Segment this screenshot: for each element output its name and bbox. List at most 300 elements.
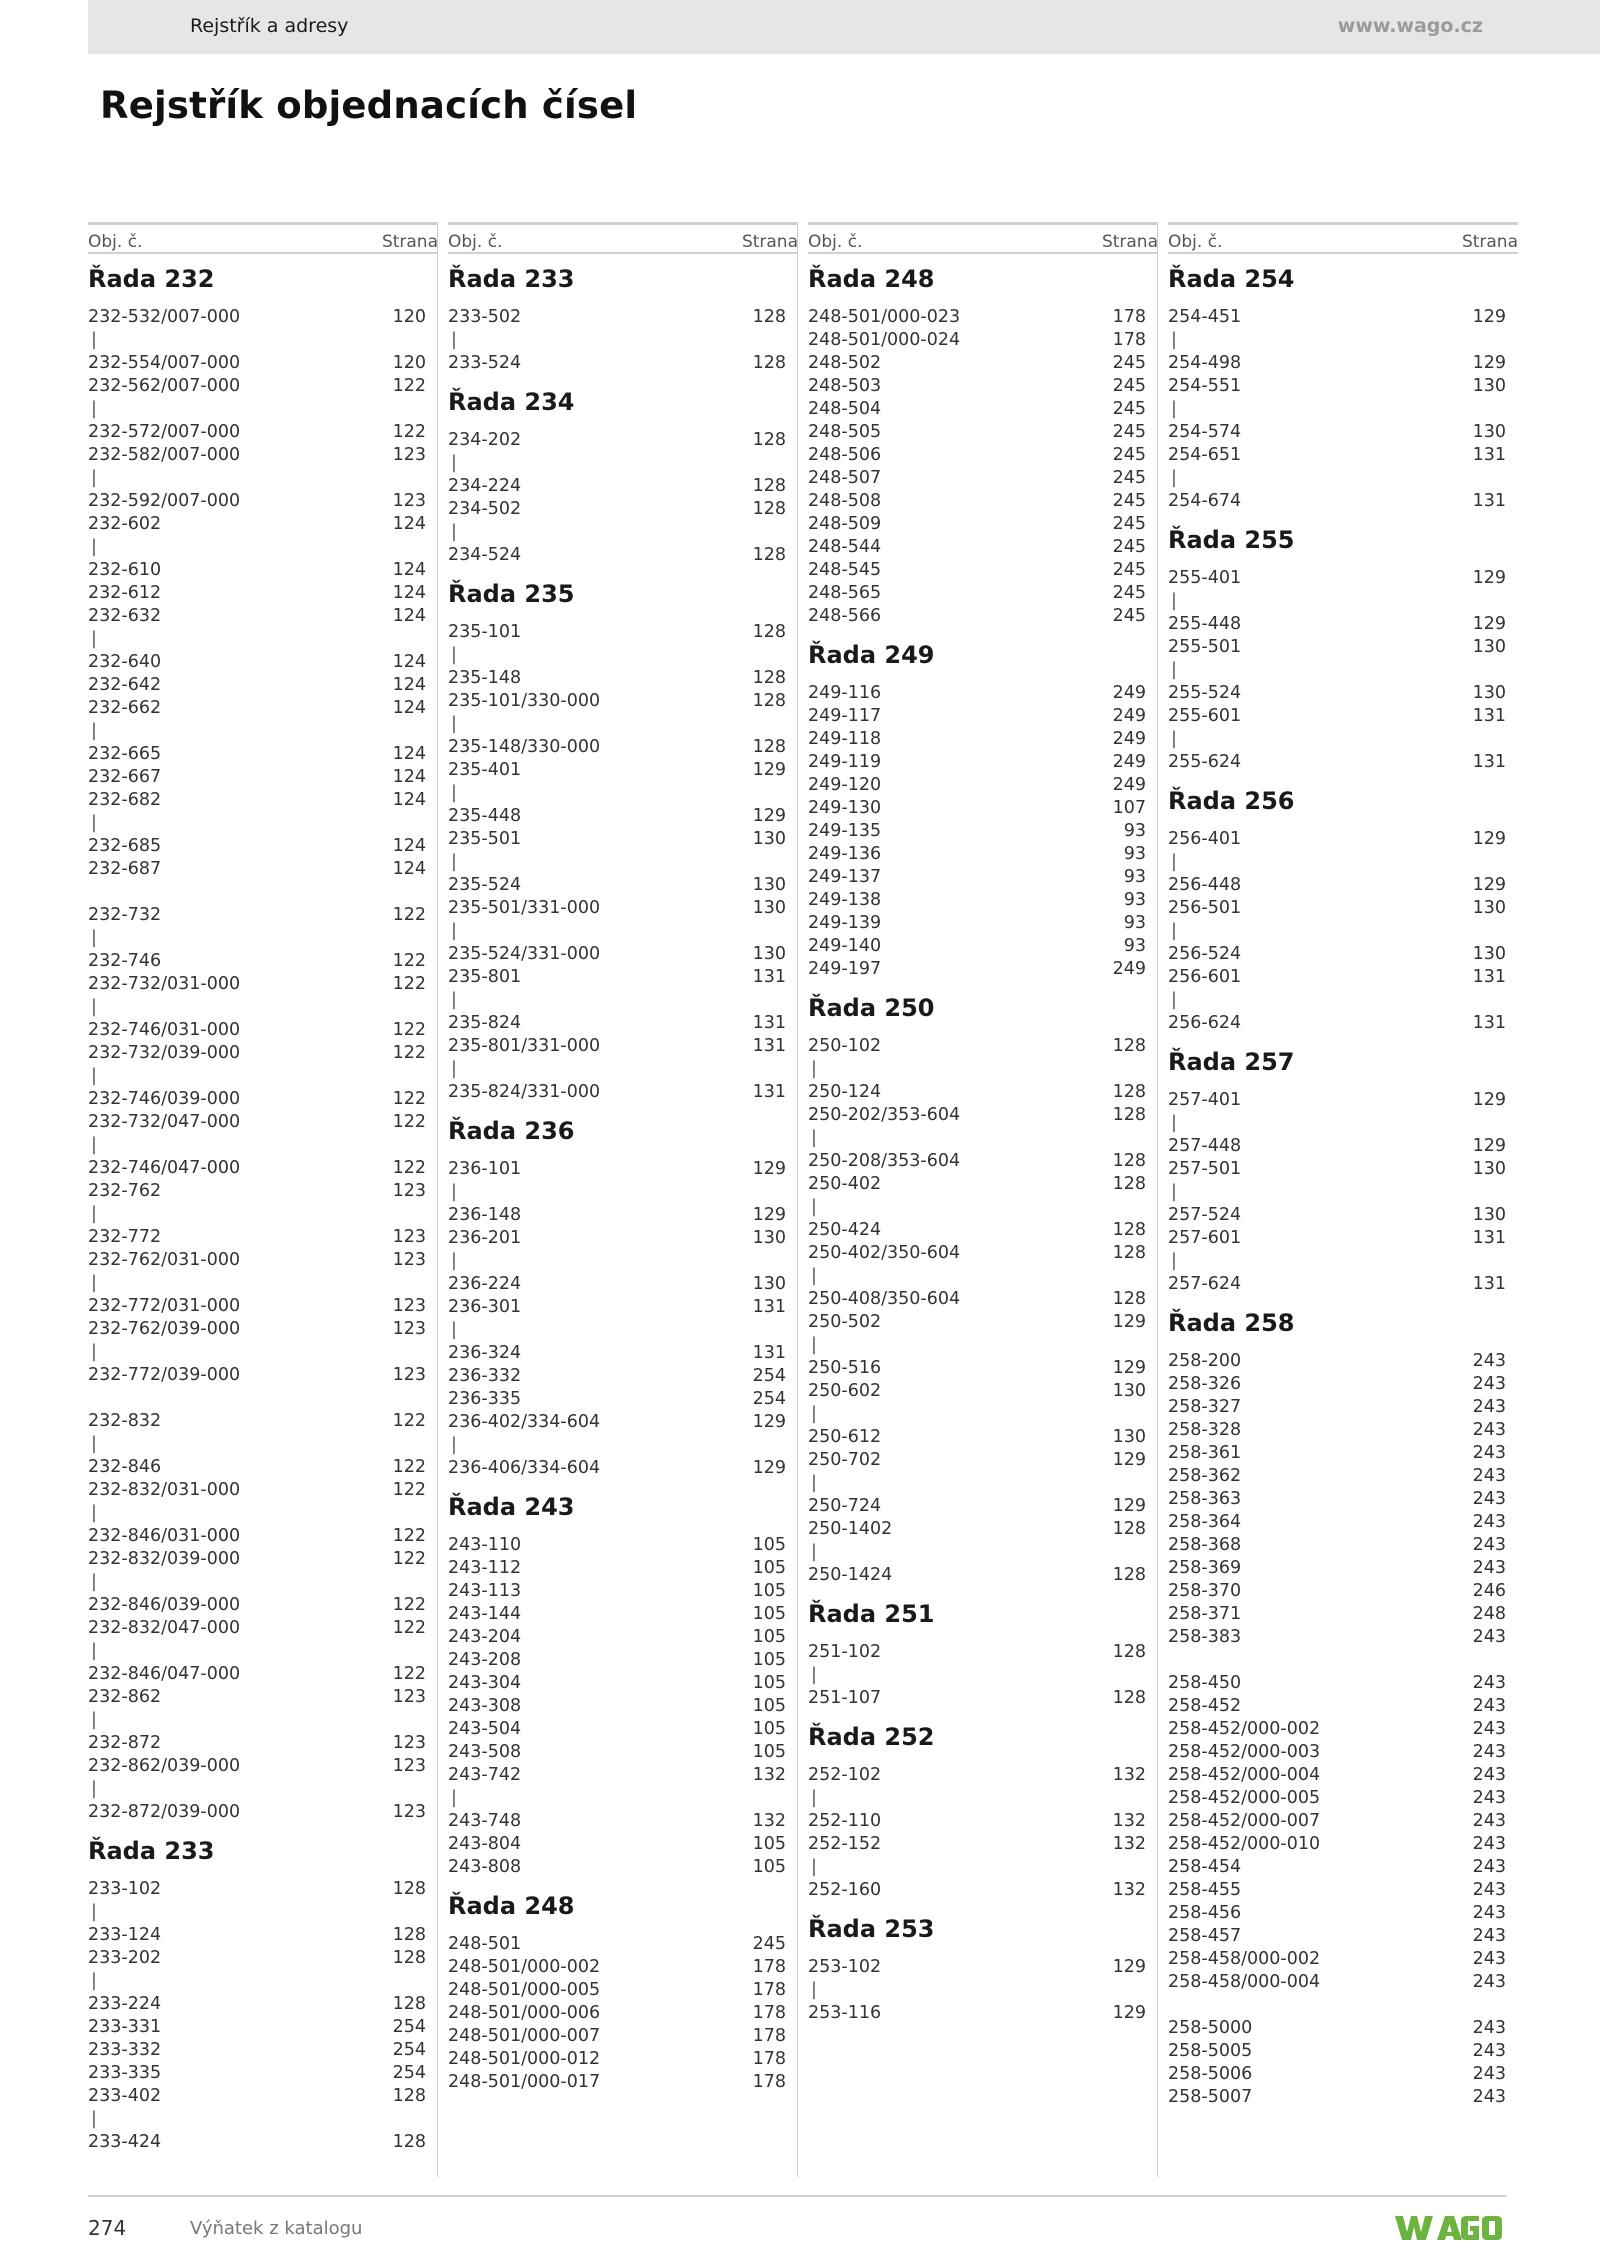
page-reference: 105	[752, 1535, 786, 1555]
index-row	[1168, 1442, 1518, 1465]
page-reference: 93	[1123, 890, 1146, 910]
order-number: 234-224	[448, 476, 522, 496]
order-number: |	[811, 1197, 817, 1217]
order-number: 232-772/039-000	[88, 1365, 241, 1385]
order-number: 232-665	[88, 744, 162, 764]
order-number: |	[451, 852, 457, 872]
range-separator	[88, 2108, 438, 2131]
range-separator	[448, 521, 798, 544]
page-reference: 178	[752, 1957, 786, 1977]
order-number: 232-610	[88, 560, 162, 580]
index-row	[88, 2131, 438, 2154]
order-number: |	[811, 1335, 817, 1355]
order-number: 250-502	[808, 1312, 882, 1332]
page-reference: 128	[392, 1948, 426, 1968]
order-number: |	[1171, 921, 1177, 941]
header-bar	[88, 0, 1600, 54]
order-number: 248-501/000-006	[448, 2003, 601, 2023]
index-row	[88, 2062, 438, 2085]
page-reference: 128	[1112, 1105, 1146, 1125]
index-row	[1168, 1856, 1518, 1879]
index-row	[448, 1204, 798, 1227]
order-number: 250-402	[808, 1174, 882, 1194]
order-number: 235-524	[448, 875, 522, 895]
page-reference: 243	[1472, 1696, 1506, 1716]
index-row	[88, 1226, 438, 1249]
order-number: 257-401	[1168, 1090, 1242, 1110]
series-heading: Řada 250	[808, 994, 935, 1022]
index-row	[448, 498, 798, 521]
order-number: 258-5005	[1168, 2041, 1253, 2061]
order-number: 233-124	[88, 1925, 162, 1945]
order-number: 235-501	[448, 829, 522, 849]
page-reference: 107	[1112, 798, 1146, 818]
index-row	[448, 2025, 798, 2048]
page-reference: 105	[752, 1581, 786, 1601]
order-number: 248-508	[808, 491, 882, 511]
order-number: 243-504	[448, 1719, 522, 1739]
footer-divider	[88, 2195, 1506, 2197]
series-heading: Řada 258	[1168, 1309, 1295, 1337]
page-reference: 245	[1112, 353, 1146, 373]
order-number: 232-562/007-000	[88, 376, 241, 396]
index-row	[88, 1088, 438, 1111]
page-reference: 122	[392, 1664, 426, 1684]
order-number: |	[451, 1059, 457, 1079]
order-number: |	[811, 1404, 817, 1424]
order-number: |	[91, 1066, 97, 1086]
page-reference: 243	[1472, 1972, 1506, 1992]
order-number: 232-687	[88, 859, 162, 879]
order-number: 243-804	[448, 1834, 522, 1854]
index-row	[808, 1687, 1158, 1710]
order-number: 232-554/007-000	[88, 353, 241, 373]
order-number: 258-452/000-010	[1168, 1834, 1321, 1854]
index-row	[1168, 966, 1518, 989]
range-separator	[808, 1403, 1158, 1426]
index-row	[88, 1924, 438, 1947]
index-row	[448, 1810, 798, 1833]
series-heading: Řada 256	[1168, 787, 1295, 815]
index-row	[808, 1879, 1158, 1902]
order-number: 236-332	[448, 1366, 522, 1386]
index-row	[808, 1426, 1158, 1449]
order-number: 256-401	[1168, 829, 1242, 849]
index-row	[448, 1342, 798, 1365]
order-number: 255-401	[1168, 568, 1242, 588]
page-reference: 124	[392, 652, 426, 672]
page-reference: 245	[1112, 583, 1146, 603]
page-reference: 129	[1472, 307, 1506, 327]
order-number: |	[811, 1542, 817, 1562]
order-number: 232-682	[88, 790, 162, 810]
index-row	[448, 1580, 798, 1603]
range-separator	[88, 1778, 438, 1801]
range-separator	[88, 536, 438, 559]
order-number: 232-602	[88, 514, 162, 534]
order-number: |	[451, 330, 457, 350]
order-number: 248-504	[808, 399, 882, 419]
index-row	[808, 444, 1158, 467]
order-number: 236-402/334-604	[448, 1412, 601, 1432]
range-separator	[1168, 329, 1518, 352]
index-row	[88, 1410, 438, 1433]
order-number: 248-501/000-012	[448, 2049, 601, 2069]
page-reference: 129	[1112, 2003, 1146, 2023]
index-row	[1168, 1465, 1518, 1488]
order-number: 250-102	[808, 1036, 882, 1056]
order-number: 254-451	[1168, 307, 1242, 327]
index-row	[88, 2039, 438, 2062]
page-reference: 128	[752, 545, 786, 565]
spacer	[1168, 1994, 1518, 2017]
order-number: 235-148/330-000	[448, 737, 601, 757]
index-row	[808, 513, 1158, 536]
page-number: 274	[88, 2216, 127, 2240]
page-reference: 243	[1472, 1788, 1506, 1808]
page-reference: 131	[1472, 752, 1506, 772]
range-separator	[448, 644, 798, 667]
range-separator	[88, 996, 438, 1019]
order-number: 250-424	[808, 1220, 882, 1240]
order-number: 232-685	[88, 836, 162, 856]
order-number: |	[91, 330, 97, 350]
index-row	[808, 774, 1158, 797]
index-row	[1168, 897, 1518, 920]
range-separator	[88, 467, 438, 490]
index-row	[808, 467, 1158, 490]
page-reference: 123	[392, 1250, 426, 1270]
order-number: 258-452	[1168, 1696, 1242, 1716]
order-number: 232-762	[88, 1181, 162, 1201]
index-row	[448, 1626, 798, 1649]
order-number: |	[91, 1204, 97, 1224]
index-row	[448, 352, 798, 375]
page-reference: 243	[1472, 1857, 1506, 1877]
index-row	[808, 751, 1158, 774]
page-reference: 123	[392, 1802, 426, 1822]
order-number: 256-624	[1168, 1013, 1242, 1033]
page-reference: 123	[392, 1365, 426, 1385]
page-reference: 128	[752, 353, 786, 373]
index-row	[88, 605, 438, 628]
order-number: 257-501	[1168, 1159, 1242, 1179]
page-reference: 243	[1472, 1949, 1506, 1969]
page-reference: 178	[1112, 330, 1146, 350]
order-number: 258-361	[1168, 1443, 1242, 1463]
page-reference: 120	[392, 353, 426, 373]
index-row	[808, 1449, 1158, 1472]
index-row	[808, 1764, 1158, 1787]
index-row	[88, 743, 438, 766]
order-number: |	[91, 1902, 97, 1922]
page-reference: 254	[392, 2063, 426, 2083]
order-number: 249-139	[808, 913, 882, 933]
page-reference: 131	[1472, 1013, 1506, 1033]
page-reference: 130	[1112, 1381, 1146, 1401]
page-reference: 131	[752, 1297, 786, 1317]
order-number: 258-362	[1168, 1466, 1242, 1486]
page-reference: 130	[752, 1274, 786, 1294]
order-number: 243-144	[448, 1604, 522, 1624]
wago-logo	[1393, 2212, 1503, 2244]
order-number: 258-452/000-004	[1168, 1765, 1321, 1785]
index-row	[1168, 1158, 1518, 1181]
index-row	[1168, 1534, 1518, 1557]
page-reference: 128	[392, 1925, 426, 1945]
order-number: 233-224	[88, 1994, 162, 2014]
column-header-order-number: Obj. č.	[808, 232, 863, 252]
index-row	[1168, 874, 1518, 897]
index-row	[1168, 1695, 1518, 1718]
column-header-page: Strana	[1101, 232, 1158, 252]
order-number: |	[91, 629, 97, 649]
page-reference: 128	[1112, 1519, 1146, 1539]
order-number: 256-601	[1168, 967, 1242, 987]
page-reference: 129	[752, 806, 786, 826]
order-number: 250-1424	[808, 1565, 893, 1585]
page-reference: 129	[752, 1412, 786, 1432]
order-number: |	[91, 2109, 97, 2129]
order-number: 243-208	[448, 1650, 522, 1670]
page-reference: 245	[1112, 445, 1146, 465]
order-number: |	[811, 1128, 817, 1148]
page-reference: 130	[1112, 1427, 1146, 1447]
index-row	[1168, 1902, 1518, 1925]
page-reference: 123	[392, 445, 426, 465]
order-number: 232-746	[88, 951, 162, 971]
index-row	[1168, 1810, 1518, 1833]
column-header	[448, 222, 798, 254]
page-reference: 132	[752, 1765, 786, 1785]
order-number: 258-450	[1168, 1673, 1242, 1693]
order-number: 251-107	[808, 1688, 882, 1708]
page-reference: 129	[752, 1205, 786, 1225]
page-reference: 124	[392, 675, 426, 695]
page-reference: 131	[1472, 706, 1506, 726]
order-number: 235-101/330-000	[448, 691, 601, 711]
range-separator	[1168, 989, 1518, 1012]
order-number: |	[811, 1059, 817, 1079]
page-reference: 123	[392, 1319, 426, 1339]
order-number: 250-202/353-604	[808, 1105, 961, 1125]
page-reference: 128	[1112, 1220, 1146, 1240]
index-row	[1168, 306, 1518, 329]
order-number: 232-592/007-000	[88, 491, 241, 511]
index-row	[1168, 2040, 1518, 2063]
index-row	[808, 352, 1158, 375]
index-row	[88, 513, 438, 536]
order-number: 249-138	[808, 890, 882, 910]
page-reference: 105	[752, 1673, 786, 1693]
order-number: 258-369	[1168, 1558, 1242, 1578]
index-row	[808, 1956, 1158, 1979]
index-row	[808, 1242, 1158, 1265]
order-number: 254-574	[1168, 422, 1242, 442]
order-number: |	[811, 1857, 817, 1877]
page-reference: 243	[1472, 1397, 1506, 1417]
index-row	[448, 943, 798, 966]
index-row	[808, 375, 1158, 398]
page-reference: 123	[392, 1687, 426, 1707]
index-row	[448, 805, 798, 828]
page-reference: 93	[1123, 936, 1146, 956]
index-row	[1168, 1396, 1518, 1419]
page-reference: 128	[752, 499, 786, 519]
range-separator	[448, 1250, 798, 1273]
order-number: 249-137	[808, 867, 882, 887]
index-row	[448, 1603, 798, 1626]
index-row	[448, 1365, 798, 1388]
index-row	[808, 1104, 1158, 1127]
range-separator	[88, 1640, 438, 1663]
index-row	[1168, 352, 1518, 375]
order-number: |	[91, 1434, 97, 1454]
order-number: 232-832/047-000	[88, 1618, 241, 1638]
order-number: 243-508	[448, 1742, 522, 1762]
order-number: 258-326	[1168, 1374, 1242, 1394]
index-row	[448, 1557, 798, 1580]
header-url-link[interactable]: www.wago.cz	[1337, 15, 1483, 37]
index-row	[448, 621, 798, 644]
index-row	[808, 1035, 1158, 1058]
index-row	[1168, 751, 1518, 774]
index-row	[448, 1457, 798, 1480]
series-heading: Řada 257	[1168, 1048, 1295, 1076]
page-reference: 93	[1123, 844, 1146, 864]
page-reference: 178	[752, 2026, 786, 2046]
order-number: |	[91, 997, 97, 1017]
range-separator	[1168, 1250, 1518, 1273]
index-row	[448, 1388, 798, 1411]
index-row	[448, 1081, 798, 1104]
page-reference: 243	[1472, 1673, 1506, 1693]
page-reference: 128	[392, 1994, 426, 2014]
order-number: 256-448	[1168, 875, 1242, 895]
page-reference: 122	[392, 1158, 426, 1178]
page-reference: 249	[1112, 775, 1146, 795]
column-header-page: Strana	[381, 232, 438, 252]
page-reference: 129	[1472, 1090, 1506, 1110]
page-reference: 131	[1472, 1228, 1506, 1248]
page-reference: 122	[392, 1526, 426, 1546]
index-row	[448, 475, 798, 498]
page-reference: 245	[1112, 491, 1146, 511]
page-reference: 178	[752, 2049, 786, 2069]
index-row	[808, 843, 1158, 866]
index-row	[1168, 1948, 1518, 1971]
page-reference: 124	[392, 514, 426, 534]
page-reference: 178	[752, 2072, 786, 2092]
order-number: 235-148	[448, 668, 522, 688]
order-number: 250-1402	[808, 1519, 893, 1539]
series-heading: Řada 254	[1168, 265, 1295, 293]
page-reference: 131	[752, 1343, 786, 1363]
page-reference: 129	[1112, 1312, 1146, 1332]
order-number: 248-545	[808, 560, 882, 580]
order-number: 236-406/334-604	[448, 1458, 601, 1478]
order-number: 236-201	[448, 1228, 522, 1248]
index-column-3	[808, 222, 1158, 2025]
order-number: |	[811, 1473, 817, 1493]
page-reference: 123	[392, 1756, 426, 1776]
page-reference: 122	[392, 1480, 426, 1500]
order-number: 248-544	[808, 537, 882, 557]
order-number: 232-832/039-000	[88, 1549, 241, 1569]
range-separator	[88, 1709, 438, 1732]
order-number: 258-5000	[1168, 2018, 1253, 2038]
page-reference: 124	[392, 859, 426, 879]
order-number: 248-565	[808, 583, 882, 603]
page-reference: 123	[392, 1296, 426, 1316]
order-number: 232-846	[88, 1457, 162, 1477]
index-row	[88, 1993, 438, 2016]
page-reference: 93	[1123, 821, 1146, 841]
page-reference: 128	[1112, 1036, 1146, 1056]
index-row	[448, 1856, 798, 1879]
index-row	[448, 1035, 798, 1058]
range-separator	[808, 1856, 1158, 1879]
index-row	[88, 1318, 438, 1341]
order-number: |	[451, 645, 457, 665]
order-number: 243-113	[448, 1581, 522, 1601]
order-number: 250-402/350-604	[808, 1243, 961, 1263]
index-row	[448, 690, 798, 713]
order-number: |	[451, 1251, 457, 1271]
order-number: |	[451, 1435, 457, 1455]
index-row	[808, 536, 1158, 559]
index-row	[808, 1495, 1158, 1518]
index-row	[88, 375, 438, 398]
page-reference: 131	[752, 1036, 786, 1056]
page-reference: 122	[392, 1112, 426, 1132]
index-row	[1168, 1557, 1518, 1580]
index-row	[808, 421, 1158, 444]
index-row	[1168, 1603, 1518, 1626]
order-number: 258-363	[1168, 1489, 1242, 1509]
index-row	[88, 1617, 438, 1640]
index-row	[808, 1219, 1158, 1242]
index-row	[1168, 1373, 1518, 1396]
page-reference: 130	[1472, 898, 1506, 918]
order-number: 235-824/331-000	[448, 1082, 601, 1102]
page-reference: 128	[1112, 1565, 1146, 1585]
order-number: 248-506	[808, 445, 882, 465]
order-number: |	[451, 990, 457, 1010]
index-row	[88, 1479, 438, 1502]
page-reference: 122	[392, 422, 426, 442]
index-row	[88, 904, 438, 927]
page-reference: 178	[752, 1980, 786, 2000]
order-number: |	[1171, 330, 1177, 350]
order-number: |	[811, 1266, 817, 1286]
index-row	[448, 1741, 798, 1764]
order-number: |	[811, 1980, 817, 2000]
order-number: |	[91, 721, 97, 741]
page-reference: 124	[392, 560, 426, 580]
order-number: |	[451, 783, 457, 803]
order-number: |	[91, 1641, 97, 1661]
page-reference: 122	[392, 1618, 426, 1638]
page-reference: 178	[1112, 307, 1146, 327]
order-number: 249-136	[808, 844, 882, 864]
index-row	[88, 1042, 438, 1065]
range-separator	[1168, 590, 1518, 613]
index-row	[88, 1663, 438, 1686]
page-reference: 128	[752, 307, 786, 327]
range-separator	[88, 812, 438, 835]
index-row	[448, 1979, 798, 2002]
